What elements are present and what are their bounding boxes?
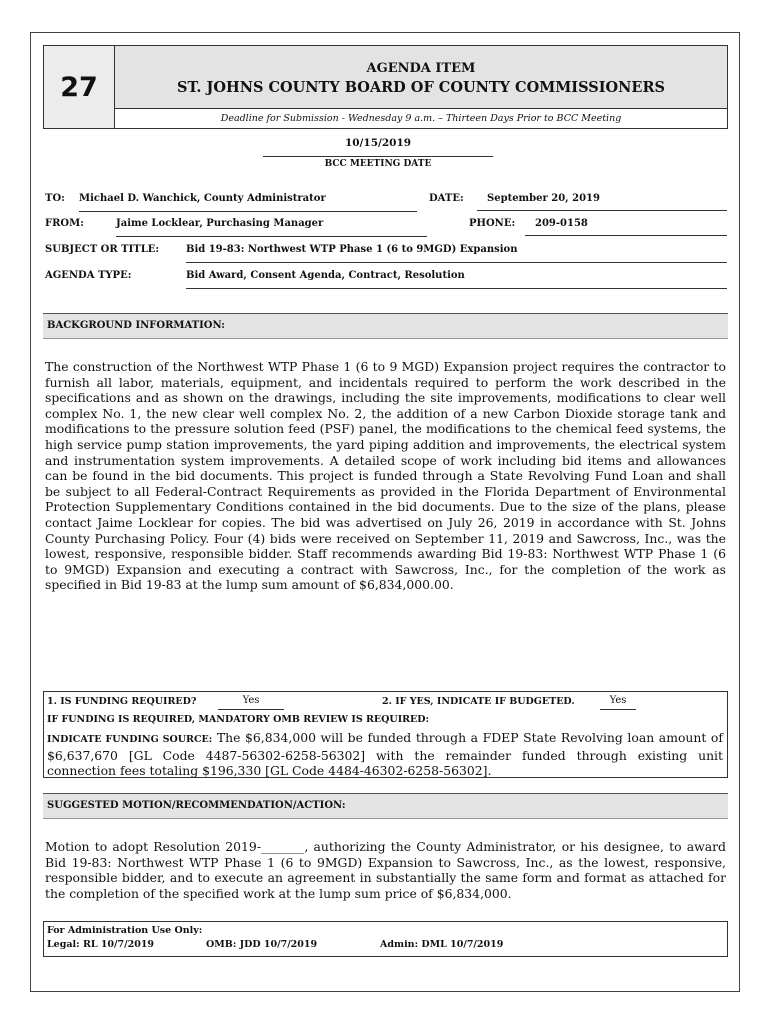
title-block xyxy=(115,46,727,109)
funding-q1-value: Yes xyxy=(218,695,284,710)
funding-q2-label: 2. IF YES, INDICATE IF BUDGETED. xyxy=(382,696,575,707)
funding-q1-label: 1. IS FUNDING REQUIRED? xyxy=(47,696,197,707)
admin-legal: Legal: RL 10/7/2019 xyxy=(47,939,155,950)
date-label: DATE: xyxy=(429,193,464,204)
motion-text: Motion to adopt Resolution 2019-_______, authorizing the County Administrator, or his designee, to award Bid 19-83: Northwest WTP Phase 1 (6 to 9MGD) Expansion to Sawcross, Inc., as the lowest, responsive, responsible bidder, and to execute an agreement in substantially the same form and format as attached for the completion of the specified work at the lump sum price of $6,834,000. xyxy=(45,839,726,901)
subject-label: SUBJECT OR TITLE: xyxy=(45,244,160,255)
background-text: The construction of the Northwest WTP Phase 1 (6 to 9 MGD) Expansion project requires the contractor to furnish all labor, materials, equipment, and incidentals required to perform the work described in the specifications and as shown on the drawings, including the site improvements, modifications to clear well complex No. 1, the new clear well complex No. 2, the addition of a new Carbon Dioxide storage tank and modifications to the pressure solution feed (PSF) panel, the modifications to the chemical feed systems, the high service pump station improvements, the yard piping addition and improvements, the electrical system and instrumentation system improvements. A detailed scope of work including bid items and allowances can be found in the bid documents. This project is funded through a State Revolving Fund Loan and shall be subject to all Federal-Contract Requirements as provided in the Florida Department of Environmental Protection Supplementary Conditions contained in the bid documents. Due to the size of the plans, please contact Jaime Locklear for copies. The bid was advertised on July 26, 2019 in accordance with St. Johns County Purchasing Policy. Four (4) bids were received on September 11, 2019 and Sawcross, Inc., was the lowest, responsive, responsible bidder. Staff recommends awarding Bid 19-83: Northwest WTP Phase 1 (6 to 9MGD) Expansion and executing a contract with Sawcross, Inc., for the completion of the work as specified in Bid 19-83 at the lump sum amount of $6,834,000.00. xyxy=(45,359,726,593)
funding-box xyxy=(43,691,728,778)
deadline-note: Deadline for Submission - Wednesday 9 a.m. – Thirteen Days Prior to BCC Meeting xyxy=(220,113,622,124)
admin-use-box xyxy=(43,921,728,957)
motion-heading: SUGGESTED MOTION/RECOMMENDATION/ACTION: xyxy=(43,793,728,819)
funding-source-text: The $6,834,000 will be funded through a FDEP State Revolving loan amount of $6,637,670 [GL Code 4487-56302-6258-56302] with the remainder funded through existing unit connection fees totaling $196,330 [GL Code 4484-46302-6258-56302]. xyxy=(47,730,723,779)
meeting-date-rule xyxy=(263,156,493,157)
from-label: FROM: xyxy=(45,218,84,229)
date-value: September 20, 2019 xyxy=(477,193,727,211)
item-number: 27 xyxy=(44,46,115,128)
agenda-page xyxy=(30,32,740,992)
from-value: Jaime Locklear, Purchasing Manager xyxy=(116,218,427,237)
funding-source-label: INDICATE FUNDING SOURCE: xyxy=(47,734,213,745)
meeting-date: 10/15/2019 xyxy=(344,137,412,149)
subject-value: Bid 19-83: Northwest WTP Phase 1 (6 to 9MGD) Expansion xyxy=(186,244,727,263)
meeting-date-label: BCC MEETING DATE xyxy=(324,159,432,169)
agenda-type-value: Bid Award, Consent Agenda, Contract, Resolution xyxy=(186,270,727,289)
agenda-header xyxy=(43,45,728,129)
to-label: TO: xyxy=(45,193,65,204)
omb-review-note: IF FUNDING IS REQUIRED, MANDATORY OMB REVIEW IS REQUIRED: xyxy=(47,714,430,725)
admin-omb: OMB: JDD 10/7/2019 xyxy=(206,939,318,950)
to-value: Michael D. Wanchick, County Administrator xyxy=(79,193,417,212)
admin-heading: For Administration Use Only: xyxy=(47,925,203,936)
funding-source xyxy=(47,730,723,779)
admin-admin: Admin: DML 10/7/2019 xyxy=(380,939,504,950)
title-board: ST. JOHNS COUNTY BOARD OF COUNTY COMMISSIONERS xyxy=(177,79,665,96)
funding-q2-value: Yes xyxy=(600,695,636,710)
phone-value: 209-0158 xyxy=(525,218,727,236)
agenda-type-label: AGENDA TYPE: xyxy=(45,270,132,281)
title-agenda-item: AGENDA ITEM xyxy=(366,61,476,76)
phone-label: PHONE: xyxy=(469,218,516,229)
background-heading: BACKGROUND INFORMATION: xyxy=(43,313,728,339)
